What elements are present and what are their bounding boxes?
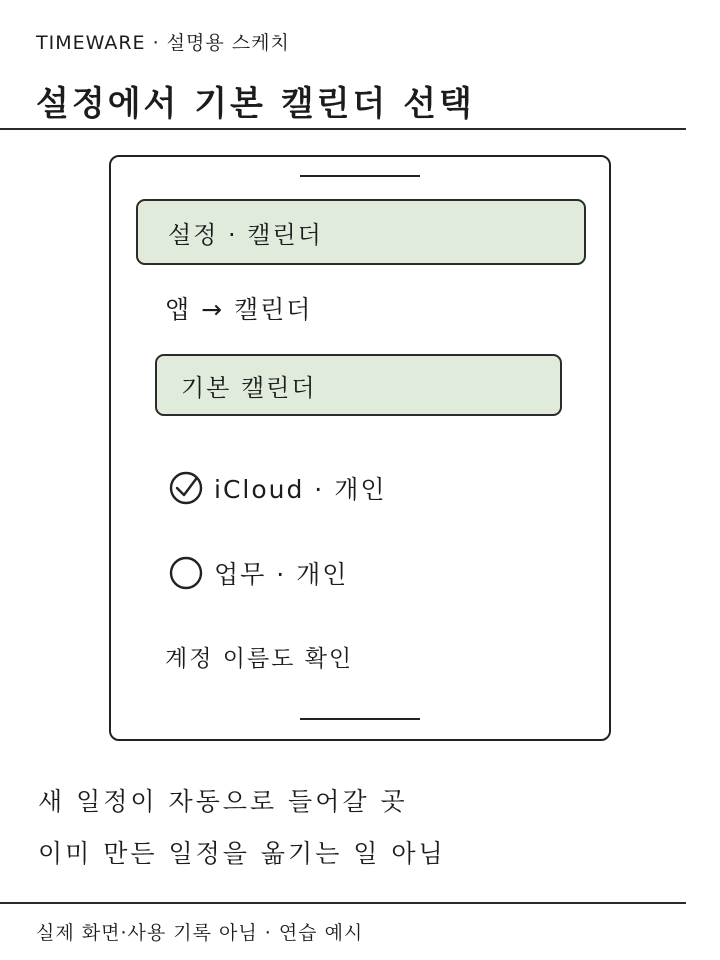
note-line-2: 이미 만든 일정을 옮기는 일 아님: [38, 839, 446, 868]
header-divider: [0, 128, 686, 130]
option-label: 업무 · 개인: [214, 560, 349, 589]
option-work-personal[interactable]: [168, 555, 348, 591]
option-label: iCloud · 개인: [214, 475, 387, 504]
submenu-path[interactable]: 앱 → 캘린더: [165, 295, 313, 324]
option-icloud-personal[interactable]: [168, 470, 387, 506]
default-calendar-label: 기본 캘린더: [181, 373, 317, 402]
phone-bottom-bar: [300, 718, 420, 720]
footer-disclaimer: 실제 화면·사용 기록 아님 · 연습 예시: [36, 922, 364, 944]
check-circle-icon: [168, 470, 204, 506]
brand-caption: TIMEWARE · 설명용 스케치: [36, 32, 290, 54]
account-hint: 계정 이름도 확인: [165, 646, 354, 672]
empty-circle-icon: [168, 555, 204, 591]
nav-path-box[interactable]: [136, 199, 586, 265]
nav-path-label: 설정 · 캘린더: [168, 220, 323, 249]
phone-top-bar: [300, 175, 420, 177]
note-line-1: 새 일정이 자동으로 들어갈 곳: [38, 787, 408, 816]
footer-divider: [0, 902, 686, 904]
default-calendar-box[interactable]: [155, 354, 562, 416]
page-title: 설정에서 기본 캘린더 선택: [36, 84, 475, 124]
